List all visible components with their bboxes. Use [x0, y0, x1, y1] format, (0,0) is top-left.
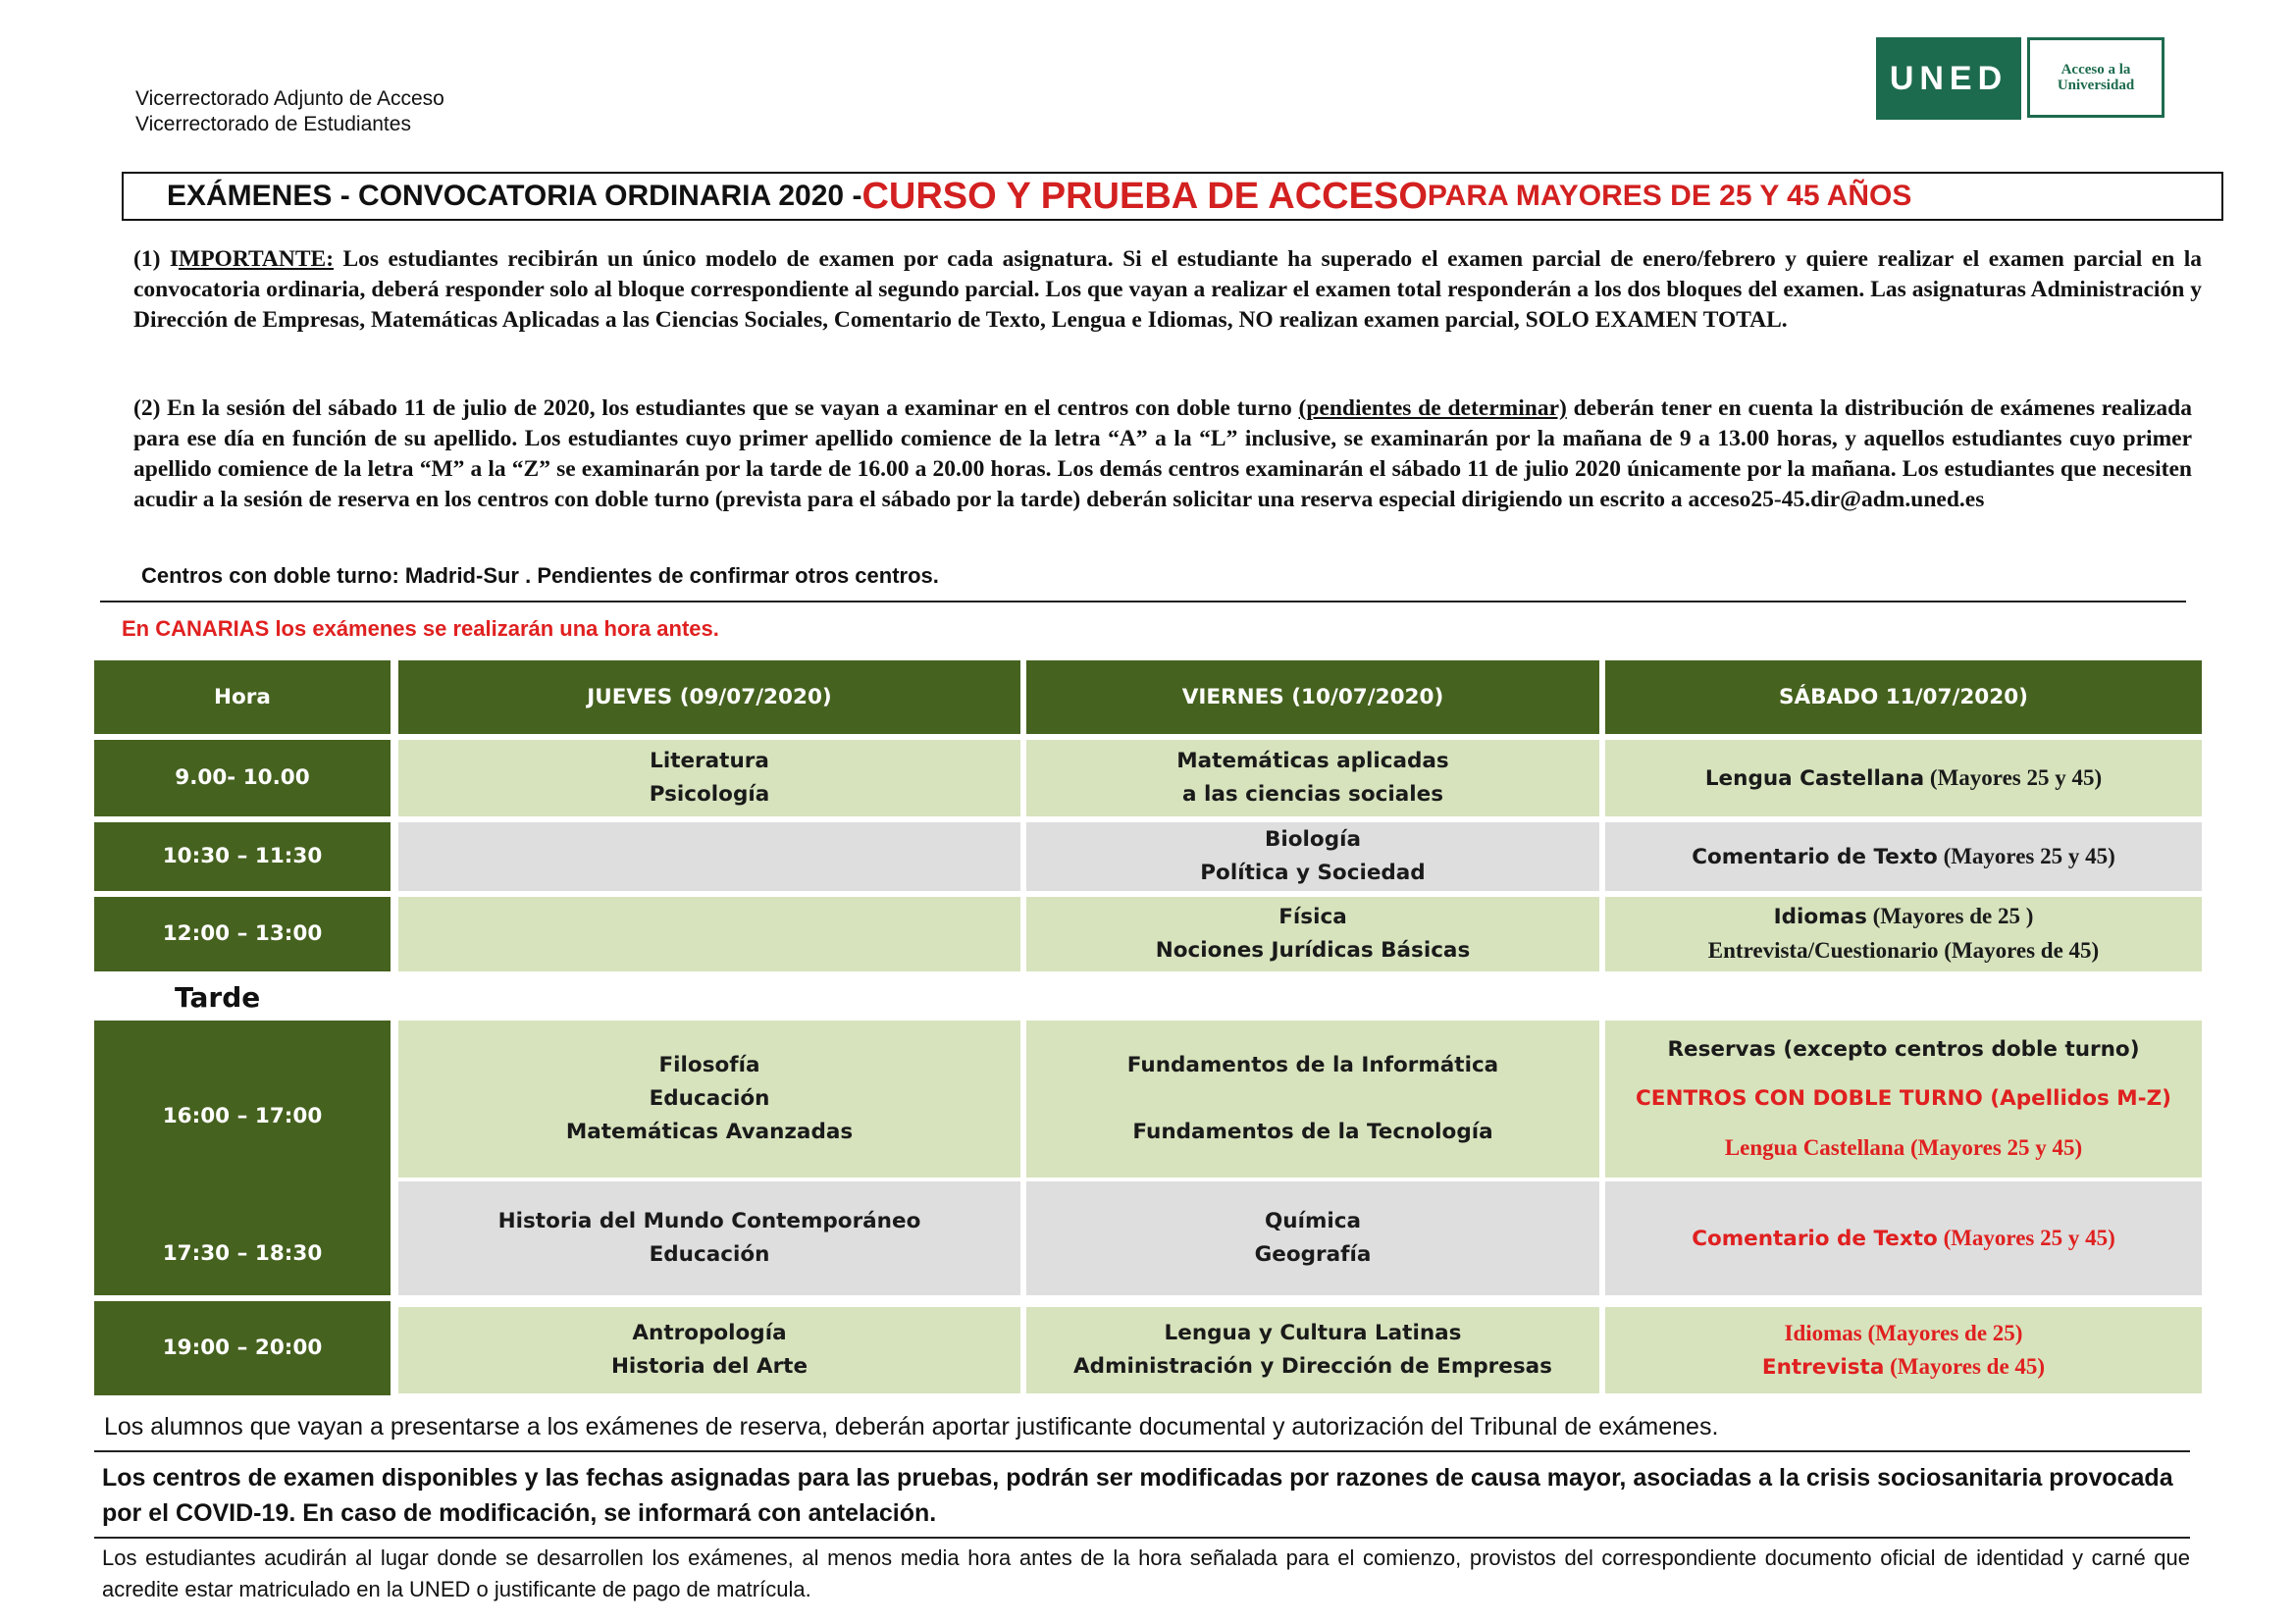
time-slot: 12:00 – 13:00	[94, 897, 391, 971]
time-slot: 10:30 – 11:30	[94, 822, 391, 891]
subject: Geografía	[1254, 1242, 1372, 1267]
uned-logo	[1876, 37, 2021, 120]
subject: Fundamentos de la Informática	[1126, 1053, 1499, 1077]
acceso-logo-line-1: Acceso a la	[2060, 62, 2131, 78]
jueves-slot	[398, 1307, 1020, 1393]
time-slot: 16:00 – 17:00	[94, 1021, 391, 1213]
title-part-1: EXÁMENES - CONVOCATORIA ORDINARIA 2020 -	[167, 180, 862, 212]
subject: Matemáticas Avanzadas	[565, 1120, 854, 1144]
subject: Entrevista	[1761, 1354, 1885, 1380]
document-title	[122, 172, 2223, 221]
title-part-2: CURSO Y PRUEBA DE ACCESO	[861, 175, 1428, 217]
title-part-3: PARA MAYORES DE 25 Y 45 AÑOS	[1427, 180, 1912, 212]
subject-audience: (Mayores de 45)	[1938, 938, 2100, 963]
viernes-slot	[1026, 897, 1599, 971]
department-line-2: Vicerrectorado de Estudiantes	[135, 113, 411, 135]
sabado-slot	[1605, 1021, 2202, 1178]
para2-pending: (pendientes de determinar)	[1298, 395, 1567, 421]
subject: Química	[1265, 1209, 1361, 1233]
double-shift-label: CENTROS CON DOBLE TURNO (Apellidos M-Z)	[1635, 1086, 2171, 1111]
important-paragraph	[133, 244, 2202, 336]
para1-important-label: MPORTANTE:	[179, 246, 335, 272]
canarias-note: En CANARIAS los exámenes se realizarán una hora antes.	[122, 616, 719, 641]
subject: Matemáticas aplicadas	[1176, 749, 1449, 773]
subject-audience: (Mayores 25 y 45)	[1937, 843, 2115, 868]
divider	[94, 1450, 2190, 1452]
saturday-paragraph	[133, 393, 2192, 515]
subject: Antropología	[632, 1321, 787, 1345]
jueves-slot	[398, 1021, 1020, 1178]
jueves-slot	[398, 822, 1020, 891]
subject: Física	[1278, 905, 1347, 929]
jueves-slot	[398, 1181, 1020, 1295]
sabado-slot	[1605, 897, 2202, 971]
reservas-label: Reservas (excepto centros doble turno)	[1667, 1037, 2140, 1062]
header-hora: Hora	[94, 660, 391, 734]
identity-note: Los estudiantes acudirán al lugar donde se desarrollen los exámenes, al menos media hora antes de la hora señalada para el comienzo, provistos del correspondiente documento oficial de identidad y carné que acredite estar matriculado en la UNED o justificante de pago de matrícula.	[102, 1545, 2190, 1601]
subject: Lengua Castellana (Mayores 25 y 45)	[1724, 1135, 2083, 1160]
viernes-slot	[1026, 1181, 1599, 1295]
para1-prefix: (1) I	[133, 246, 180, 272]
header-sabado: SÁBADO 11/07/2020)	[1605, 660, 2202, 734]
para1-text: Los estudiantes recibirán un único modelo de examen por cada asignatura. Si el estudiante ha superado el examen parcial de enero/febrero y quiere realizar el examen parcial en la convocatoria ordinaria, deberá responder solo al bloque correspondiente al segundo parcial. Los que vayan a realizar el examen total responderán a los dos bloques del examen. Las asignaturas Administración y Dirección de Empresas, Matemáticas Aplicadas a las Ciencias Sociales, Comentario de Texto, Lengua e Idiomas, NO realizan examen parcial, SOLO EXAMEN TOTAL.	[133, 246, 2203, 333]
subject: Biología	[1265, 827, 1361, 852]
time-slot: 17:30 – 18:30	[94, 1213, 391, 1295]
covid-note: Los centros de examen disponibles y las fechas asignadas para las pruebas, podrán ser modificadas por razones de causa mayor, asociadas a la crisis sociosanitaria provocada por el COVID-19. En caso de modificación, se informará con antelación.	[102, 1464, 2173, 1527]
reserve-exams-note: Los alumnos que vayan a presentarse a los exámenes de reserva, deberán aportar justificante documental y autorización del Tribunal de exámenes.	[104, 1413, 1719, 1441]
acceso-logo-line-2: Universidad	[2057, 78, 2135, 93]
subject: Filosofía	[658, 1053, 760, 1077]
subject: Nociones Jurídicas Básicas	[1155, 938, 1471, 963]
subject: Psicología	[649, 782, 770, 807]
subject: Política y Sociedad	[1200, 861, 1426, 885]
jueves-slot	[398, 897, 1020, 971]
header-viernes: VIERNES (10/07/2020)	[1026, 660, 1599, 734]
subject: Comentario de Texto	[1692, 844, 1938, 869]
subject: Comentario de Texto	[1692, 1226, 1938, 1251]
viernes-slot	[1026, 1021, 1599, 1178]
jueves-slot	[398, 740, 1020, 816]
department-line-1: Vicerrectorado Adjunto de Acceso	[135, 87, 444, 110]
subject: a las ciencias sociales	[1182, 782, 1443, 807]
subject: Lengua Castellana	[1704, 765, 1925, 791]
header-departments	[135, 86, 444, 137]
subject: Idiomas (Mayores de 25)	[1784, 1320, 2023, 1345]
subject: Educación	[649, 1086, 770, 1111]
para2-after: deberán tener en cuenta la distribución de exámenes realizada para ese día en función de su apellido. Los estudiantes cuyo primer apellido comience de la letra “A” a la “L” inclusive, se examinarán por la mañana de 9 a 13.00 horas, y aquellos estudiantes cuyo primer apellido comience de la letra “M” a la “Z” se examinarán por la tarde de 16.00 a 20.00 horas. Los demás centros examinarán el sábado 11 de julio 2020 únicamente por la mañana. Los estudiantes que necesiten acudir a la sesión de reserva en los centros con doble turno (prevista para el sábado por la tarde) deberán solicitar una reserva especial dirigiendo un escrito a acceso25-45.dir@adm.uned.es	[133, 395, 2192, 512]
subject: Administración y Dirección de Empresas	[1073, 1354, 1552, 1379]
subject-audience: (Mayores de 45)	[1884, 1353, 2046, 1379]
subject: Historia del Arte	[610, 1354, 808, 1379]
subject: Fundamentos de la Tecnología	[1132, 1120, 1493, 1144]
acceso-universidad-logo	[2027, 37, 2165, 118]
subject-audience: (Mayores 25 y 45)	[1924, 764, 2103, 790]
sabado-slot	[1605, 740, 2202, 816]
time-slot: 19:00 – 20:00	[94, 1301, 391, 1395]
divider	[100, 601, 2186, 602]
subject: Idiomas	[1773, 905, 1867, 929]
viernes-slot	[1026, 822, 1599, 891]
double-shift-centers: Centros con doble turno: Madrid-Sur . Pendientes de confirmar otros centros.	[141, 563, 939, 588]
header-jueves: JUEVES (09/07/2020)	[398, 660, 1020, 734]
subject: Entrevista/Cuestionario	[1707, 938, 1939, 963]
sabado-slot	[1605, 822, 2202, 891]
subject: Lengua y Cultura Latinas	[1164, 1321, 1462, 1345]
time-slot: 9.00- 10.00	[94, 740, 391, 816]
para2-before: (2) En la sesión del sábado 11 de julio de 2020, los estudiantes que se vayan a examinar en el centros con doble turno	[133, 395, 1299, 421]
divider	[94, 1537, 2190, 1539]
uned-logo-text: UNED	[1889, 59, 2008, 97]
viernes-slot	[1026, 740, 1599, 816]
subject: Literatura	[650, 749, 769, 773]
subject: Historia del Mundo Contemporáneo	[497, 1209, 921, 1233]
subject-audience: (Mayores 25 y 45)	[1937, 1225, 2115, 1250]
tarde-label: Tarde	[175, 981, 261, 1014]
subject: Educación	[649, 1242, 770, 1267]
sabado-slot	[1605, 1307, 2202, 1393]
subject-audience: (Mayores de 25 )	[1866, 904, 2034, 928]
viernes-slot	[1026, 1307, 1599, 1393]
sabado-slot	[1605, 1181, 2202, 1295]
